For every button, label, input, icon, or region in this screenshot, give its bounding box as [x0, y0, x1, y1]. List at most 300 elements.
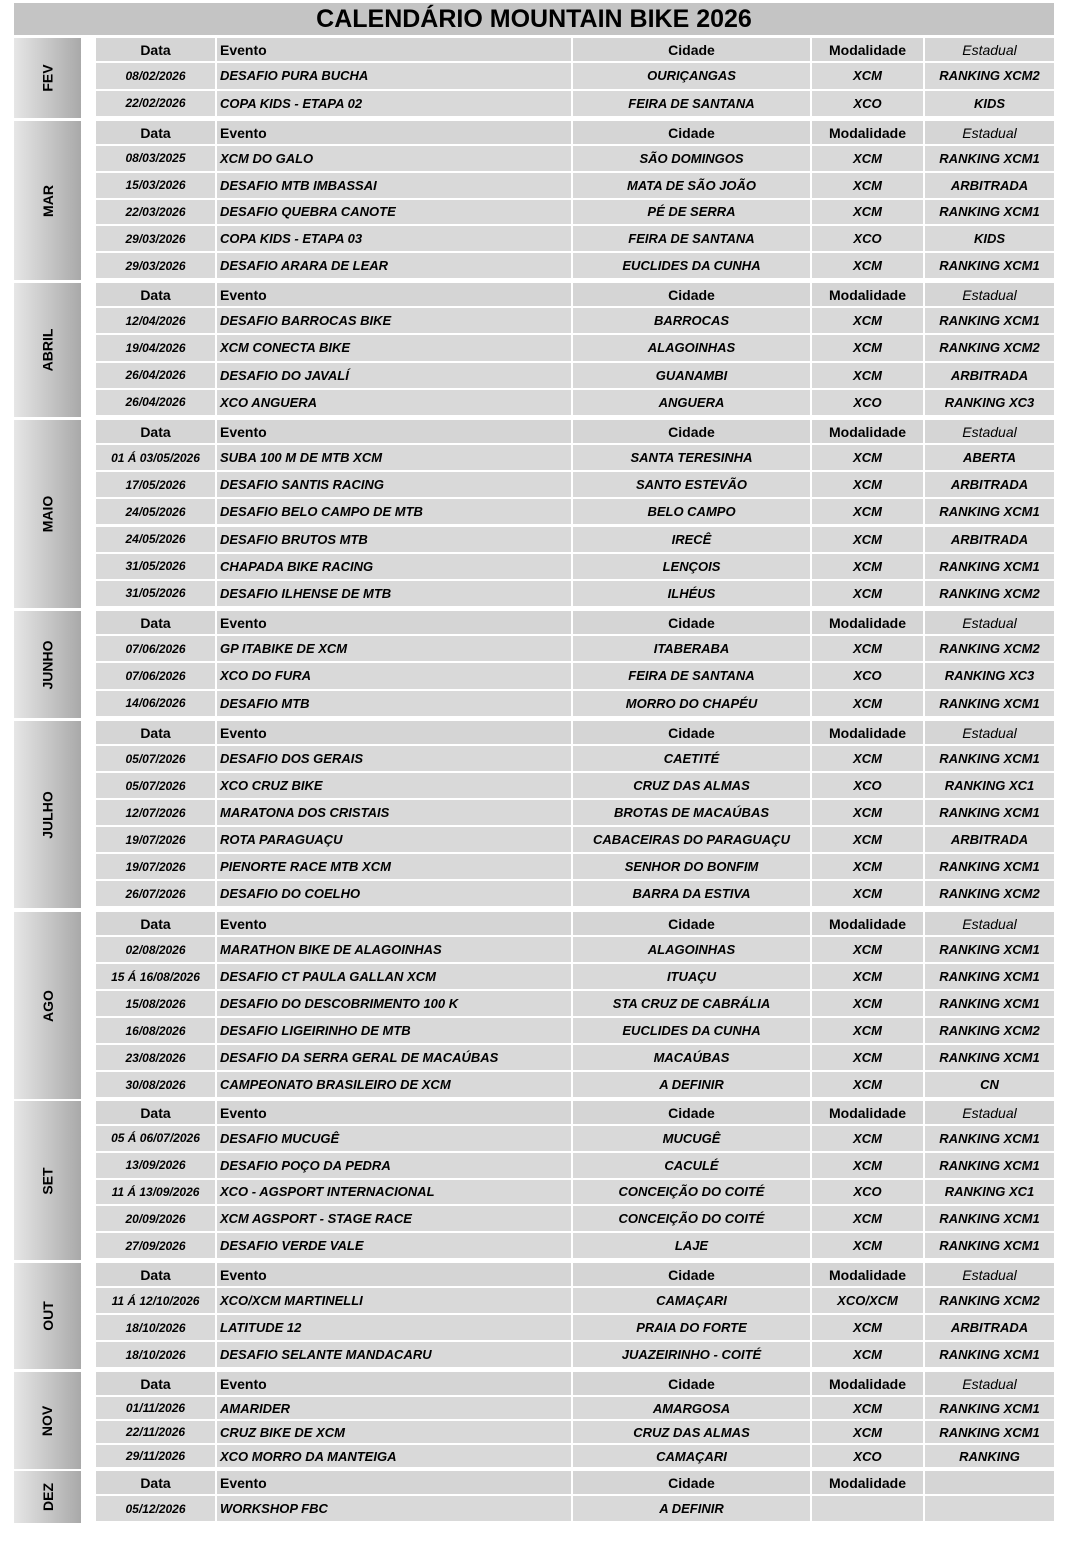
event-city: BELO CAMPO: [573, 499, 812, 526]
event-row: [96, 363, 1054, 390]
header-city: Cidade: [573, 1372, 812, 1397]
event-state: RANKING XCM2: [925, 881, 1054, 908]
event-state: KIDS: [925, 91, 1054, 119]
month-name: SET: [39, 1166, 56, 1195]
header-state: Estadual: [925, 912, 1054, 937]
event-modality: XCM: [812, 335, 925, 362]
event-modality: XCM: [812, 1233, 925, 1260]
event-state: RANKING XCM1: [925, 146, 1054, 173]
event-city: PÉ DE SERRA: [573, 200, 812, 227]
event-date: 24/05/2026: [96, 527, 217, 554]
event-state: RANKING XCM1: [925, 991, 1054, 1018]
event-modality: XCO: [812, 773, 925, 800]
event-city: A DEFINIR: [573, 1496, 812, 1523]
event-city: CONCEIÇÃO DO COITÉ: [573, 1206, 812, 1233]
header-city: Cidade: [573, 283, 812, 308]
event-date: 05/12/2026: [96, 1496, 217, 1523]
event-event: DESAFIO MTB: [217, 691, 573, 718]
month-label-mar: [14, 121, 81, 280]
header-row: [96, 1263, 1054, 1288]
event-state: RANKING XC1: [925, 1180, 1054, 1207]
event-modality: XCM: [812, 146, 925, 173]
event-event: DESAFIO PURA BUCHA: [217, 63, 573, 91]
event-event: DESAFIO LIGEIRINHO DE MTB: [217, 1018, 573, 1045]
event-date: 11 Á 13/09/2026: [96, 1180, 217, 1207]
month-name: OUT: [39, 1301, 56, 1331]
event-city: CRUZ DAS ALMAS: [573, 773, 812, 800]
header-state: Estadual: [925, 1101, 1054, 1126]
event-event: XCO/XCM MARTINELLI: [217, 1288, 573, 1315]
event-modality: XCM: [812, 636, 925, 663]
month-name: JUNHO: [39, 639, 56, 690]
month-name: JULHO: [39, 790, 56, 839]
header-event: Evento: [217, 1101, 573, 1126]
event-modality: XCM: [812, 363, 925, 390]
event-state: RANKING XCM1: [925, 1233, 1054, 1260]
event-row: [96, 390, 1054, 417]
event-event: XCM DO GALO: [217, 146, 573, 173]
event-row: [96, 636, 1054, 663]
event-state: RANKING XCM2: [925, 1288, 1054, 1315]
event-date: 22/02/2026: [96, 91, 217, 119]
event-modality: [812, 1496, 925, 1523]
event-state: RANKING XCM1: [925, 691, 1054, 718]
event-date: 29/11/2026: [96, 1445, 217, 1469]
event-row: [96, 200, 1054, 227]
header-date: Data: [96, 1101, 217, 1126]
header-state: Estadual: [925, 1263, 1054, 1288]
event-city: MACAÚBAS: [573, 1045, 812, 1072]
event-row: [96, 1342, 1054, 1369]
event-row: [96, 173, 1054, 200]
month-label-fev: [14, 38, 81, 118]
event-state: RANKING XCM1: [925, 1126, 1054, 1153]
event-event: DESAFIO VERDE VALE: [217, 1233, 573, 1260]
month-name: NOV: [39, 1405, 56, 1436]
event-event: PIENORTE RACE MTB XCM: [217, 854, 573, 881]
header-date: Data: [96, 420, 217, 445]
event-modality: XCM: [812, 854, 925, 881]
event-state: RANKING XCM2: [925, 636, 1054, 663]
event-event: XCO CRUZ BIKE: [217, 773, 573, 800]
event-date: 27/09/2026: [96, 1233, 217, 1260]
header-modality: Modalidade: [812, 38, 925, 63]
header-city: Cidade: [573, 912, 812, 937]
event-state: ARBITRADA: [925, 173, 1054, 200]
event-event: DESAFIO DO DESCOBRIMENTO 100 K: [217, 991, 573, 1018]
event-date: 01 Á 03/05/2026: [96, 445, 217, 472]
event-modality: XCM: [812, 308, 925, 335]
event-city: ITABERABA: [573, 636, 812, 663]
event-state: RANKING XCM1: [925, 253, 1054, 280]
event-row: [96, 472, 1054, 499]
event-modality: XCO: [812, 91, 925, 119]
event-modality: XCM: [812, 1397, 925, 1421]
event-event: DESAFIO BRUTOS MTB: [217, 527, 573, 554]
event-city: EUCLIDES DA CUNHA: [573, 253, 812, 280]
event-date: 02/08/2026: [96, 937, 217, 964]
event-city: LENÇOIS: [573, 554, 812, 581]
event-state: ARBITRADA: [925, 363, 1054, 390]
event-state: RANKING XCM1: [925, 1206, 1054, 1233]
event-modality: XCM: [812, 881, 925, 908]
event-row: [96, 63, 1054, 91]
event-state: [925, 1496, 1054, 1523]
event-state: RANKING XCM1: [925, 1153, 1054, 1180]
header-city: Cidade: [573, 611, 812, 636]
event-modality: XCO: [812, 226, 925, 253]
event-date: 01/11/2026: [96, 1397, 217, 1421]
event-row: [96, 1233, 1054, 1260]
event-event: ROTA PARAGUAÇU: [217, 827, 573, 854]
header-city: Cidade: [573, 721, 812, 746]
event-event: DESAFIO QUEBRA CANOTE: [217, 200, 573, 227]
event-row: [96, 800, 1054, 827]
event-event: DESAFIO MUCUGÊ: [217, 1126, 573, 1153]
header-date: Data: [96, 1263, 217, 1288]
event-row: [96, 1206, 1054, 1233]
event-state: KIDS: [925, 226, 1054, 253]
month-name: FEV: [39, 64, 56, 92]
event-event: DESAFIO CT PAULA GALLAN XCM: [217, 964, 573, 991]
event-state: ARBITRADA: [925, 472, 1054, 499]
event-row: [96, 1072, 1054, 1099]
month-label-maio: [14, 420, 81, 608]
event-modality: XCM: [812, 1315, 925, 1342]
event-modality: XCM: [812, 1421, 925, 1445]
event-modality: XCM: [812, 200, 925, 227]
event-event: DESAFIO BELO CAMPO DE MTB: [217, 499, 573, 526]
header-modality: Modalidade: [812, 611, 925, 636]
event-date: 26/04/2026: [96, 363, 217, 390]
event-city: SANTA TERESINHA: [573, 445, 812, 472]
event-state: RANKING XCM1: [925, 1397, 1054, 1421]
event-date: 07/06/2026: [96, 636, 217, 663]
event-row: [96, 146, 1054, 173]
header-event: Evento: [217, 1372, 573, 1397]
event-row: [96, 1496, 1054, 1523]
header-state: Estadual: [925, 420, 1054, 445]
event-modality: XCM: [812, 991, 925, 1018]
event-row: [96, 226, 1054, 253]
event-date: 29/03/2026: [96, 253, 217, 280]
event-modality: XCO: [812, 1445, 925, 1469]
event-state: RANKING XCM2: [925, 1018, 1054, 1045]
event-modality: XCM: [812, 445, 925, 472]
event-event: XCO ANGUERA: [217, 390, 573, 417]
header-modality: Modalidade: [812, 1471, 925, 1496]
event-row: [96, 308, 1054, 335]
header-event: Evento: [217, 611, 573, 636]
header-modality: Modalidade: [812, 121, 925, 146]
event-event: DESAFIO DO COELHO: [217, 881, 573, 908]
event-state: RANKING XCM1: [925, 964, 1054, 991]
month-name: MAIO: [39, 495, 56, 533]
event-event: DESAFIO BARROCAS BIKE: [217, 308, 573, 335]
event-row: [96, 746, 1054, 773]
event-row: [96, 1315, 1054, 1342]
header-row: [96, 611, 1054, 636]
event-event: DESAFIO DO JAVALÍ: [217, 363, 573, 390]
page-title: CALENDÁRIO MOUNTAIN BIKE 2026: [14, 3, 1054, 35]
event-city: ALAGOINHAS: [573, 937, 812, 964]
event-date: 18/10/2026: [96, 1342, 217, 1369]
event-date: 31/05/2026: [96, 581, 217, 608]
event-date: 15/08/2026: [96, 991, 217, 1018]
event-date: 30/08/2026: [96, 1072, 217, 1099]
event-date: 22/03/2026: [96, 200, 217, 227]
header-event: Evento: [217, 38, 573, 63]
event-date: 22/11/2026: [96, 1421, 217, 1445]
event-row: [96, 91, 1054, 119]
event-event: XCM CONECTA BIKE: [217, 335, 573, 362]
event-row: [96, 827, 1054, 854]
event-city: MATA DE SÃO JOÃO: [573, 173, 812, 200]
event-state: RANKING XCM1: [925, 308, 1054, 335]
event-state: RANKING: [925, 1445, 1054, 1469]
event-event: DESAFIO SELANTE MANDACARU: [217, 1342, 573, 1369]
event-event: DESAFIO ARARA DE LEAR: [217, 253, 573, 280]
event-modality: XCM: [812, 1072, 925, 1099]
event-date: 14/06/2026: [96, 691, 217, 718]
event-state: ABERTA: [925, 445, 1054, 472]
event-row: [96, 1445, 1054, 1469]
header-state: [925, 1471, 1054, 1496]
event-modality: XCM: [812, 746, 925, 773]
month-label-abril: [14, 283, 81, 417]
event-date: 19/04/2026: [96, 335, 217, 362]
event-city: CAMAÇARI: [573, 1288, 812, 1315]
event-event: DESAFIO ILHENSE DE MTB: [217, 581, 573, 608]
event-state: ARBITRADA: [925, 527, 1054, 554]
event-row: [96, 1018, 1054, 1045]
event-city: CABACEIRAS DO PARAGUAÇU: [573, 827, 812, 854]
event-row: [96, 335, 1054, 362]
header-event: Evento: [217, 912, 573, 937]
header-row: [96, 912, 1054, 937]
event-state: CN: [925, 1072, 1054, 1099]
event-date: 18/10/2026: [96, 1315, 217, 1342]
event-date: 29/03/2026: [96, 226, 217, 253]
event-event: CAMPEONATO BRASILEIRO DE XCM: [217, 1072, 573, 1099]
event-event: SUBA 100 M DE MTB XCM: [217, 445, 573, 472]
event-city: GUANAMBI: [573, 363, 812, 390]
event-date: 07/06/2026: [96, 663, 217, 690]
header-row: [96, 721, 1054, 746]
event-modality: XCM: [812, 827, 925, 854]
header-modality: Modalidade: [812, 912, 925, 937]
event-state: RANKING XCM2: [925, 581, 1054, 608]
event-city: CAETITÉ: [573, 746, 812, 773]
event-event: MARATHON BIKE DE ALAGOINHAS: [217, 937, 573, 964]
event-city: EUCLIDES DA CUNHA: [573, 1018, 812, 1045]
event-modality: XCM: [812, 800, 925, 827]
event-row: [96, 773, 1054, 800]
event-city: SENHOR DO BONFIM: [573, 854, 812, 881]
event-city: SÃO DOMINGOS: [573, 146, 812, 173]
event-modality: XCM: [812, 499, 925, 526]
event-event: XCO - AGSPORT INTERNACIONAL: [217, 1180, 573, 1207]
header-city: Cidade: [573, 38, 812, 63]
event-row: [96, 581, 1054, 608]
header-state: Estadual: [925, 121, 1054, 146]
header-event: Evento: [217, 420, 573, 445]
event-modality: XCM: [812, 691, 925, 718]
event-event: XCO MORRO DA MANTEIGA: [217, 1445, 573, 1469]
header-city: Cidade: [573, 121, 812, 146]
event-row: [96, 881, 1054, 908]
header-row: [96, 1372, 1054, 1397]
event-city: FEIRA DE SANTANA: [573, 226, 812, 253]
header-date: Data: [96, 1372, 217, 1397]
event-row: [96, 937, 1054, 964]
month-name: ABRIL: [39, 328, 56, 372]
event-city: AMARGOSA: [573, 1397, 812, 1421]
header-city: Cidade: [573, 1101, 812, 1126]
event-modality: XCO: [812, 1180, 925, 1207]
header-row: [96, 38, 1054, 63]
header-city: Cidade: [573, 420, 812, 445]
event-city: BARRA DA ESTIVA: [573, 881, 812, 908]
event-modality: XCM: [812, 253, 925, 280]
header-city: Cidade: [573, 1263, 812, 1288]
event-event: DESAFIO MTB IMBASSAI: [217, 173, 573, 200]
event-row: [96, 445, 1054, 472]
event-event: WORKSHOP FBC: [217, 1496, 573, 1523]
month-label-julho: [14, 721, 81, 908]
event-modality: XCM: [812, 1342, 925, 1369]
event-city: LAJE: [573, 1233, 812, 1260]
event-row: [96, 964, 1054, 991]
event-event: DESAFIO POÇO DA PEDRA: [217, 1153, 573, 1180]
event-city: CAMAÇARI: [573, 1445, 812, 1469]
header-modality: Modalidade: [812, 1101, 925, 1126]
event-date: 08/02/2026: [96, 63, 217, 91]
event-state: RANKING XCM1: [925, 554, 1054, 581]
event-event: COPA KIDS - ETAPA 02: [217, 91, 573, 119]
header-city: Cidade: [573, 1471, 812, 1496]
header-state: Estadual: [925, 283, 1054, 308]
event-state: RANKING XCM2: [925, 335, 1054, 362]
event-state: RANKING XCM1: [925, 854, 1054, 881]
event-event: XCM AGSPORT - STAGE RACE: [217, 1206, 573, 1233]
event-event: GP ITABIKE DE XCM: [217, 636, 573, 663]
event-state: RANKING XCM1: [925, 1045, 1054, 1072]
event-date: 05/07/2026: [96, 746, 217, 773]
header-modality: Modalidade: [812, 283, 925, 308]
event-state: RANKING XCM1: [925, 499, 1054, 526]
header-modality: Modalidade: [812, 420, 925, 445]
event-city: CACULÉ: [573, 1153, 812, 1180]
event-date: 11 Á 12/10/2026: [96, 1288, 217, 1315]
event-state: RANKING XC3: [925, 390, 1054, 417]
header-row: [96, 283, 1054, 308]
event-modality: XCO/XCM: [812, 1288, 925, 1315]
event-date: 16/08/2026: [96, 1018, 217, 1045]
event-row: [96, 991, 1054, 1018]
header-date: Data: [96, 912, 217, 937]
event-city: PRAIA DO FORTE: [573, 1315, 812, 1342]
header-state: Estadual: [925, 611, 1054, 636]
event-modality: XCO: [812, 390, 925, 417]
event-row: [96, 663, 1054, 690]
header-row: [96, 121, 1054, 146]
event-city: ALAGOINHAS: [573, 335, 812, 362]
event-row: [96, 1421, 1054, 1445]
event-event: MARATONA DOS CRISTAIS: [217, 800, 573, 827]
event-city: MORRO DO CHAPÉU: [573, 691, 812, 718]
event-date: 12/04/2026: [96, 308, 217, 335]
header-row: [96, 1471, 1054, 1496]
header-row: [96, 1101, 1054, 1126]
header-state: Estadual: [925, 721, 1054, 746]
event-modality: XCO: [812, 663, 925, 690]
event-modality: XCM: [812, 1045, 925, 1072]
header-date: Data: [96, 721, 217, 746]
event-city: BROTAS DE MACAÚBAS: [573, 800, 812, 827]
event-modality: XCM: [812, 964, 925, 991]
header-modality: Modalidade: [812, 1372, 925, 1397]
event-city: A DEFINIR: [573, 1072, 812, 1099]
event-row: [96, 691, 1054, 718]
event-modality: XCM: [812, 1153, 925, 1180]
header-date: Data: [96, 611, 217, 636]
month-label-out: [14, 1263, 81, 1369]
event-date: 26/04/2026: [96, 390, 217, 417]
event-event: XCO DO FURA: [217, 663, 573, 690]
event-row: [96, 1153, 1054, 1180]
event-row: [96, 527, 1054, 554]
header-state: Estadual: [925, 1372, 1054, 1397]
event-state: RANKING XC3: [925, 663, 1054, 690]
event-modality: XCM: [812, 1126, 925, 1153]
event-city: ITUAÇU: [573, 964, 812, 991]
event-state: ARBITRADA: [925, 827, 1054, 854]
event-date: 13/09/2026: [96, 1153, 217, 1180]
event-event: DESAFIO DOS GERAIS: [217, 746, 573, 773]
event-event: CRUZ BIKE DE XCM: [217, 1421, 573, 1445]
event-row: [96, 253, 1054, 280]
event-date: 12/07/2026: [96, 800, 217, 827]
event-state: RANKING XCM1: [925, 746, 1054, 773]
event-city: JUAZEIRINHO - COITÉ: [573, 1342, 812, 1369]
event-modality: XCM: [812, 937, 925, 964]
event-city: CONCEIÇÃO DO COITÉ: [573, 1180, 812, 1207]
event-date: 26/07/2026: [96, 881, 217, 908]
event-modality: XCM: [812, 63, 925, 91]
month-label-nov: [14, 1372, 81, 1469]
event-row: [96, 1045, 1054, 1072]
month-label-ago: [14, 912, 81, 1099]
header-row: [96, 420, 1054, 445]
event-event: AMARIDER: [217, 1397, 573, 1421]
header-event: Evento: [217, 721, 573, 746]
month-label-set: [14, 1101, 81, 1260]
event-date: 17/05/2026: [96, 472, 217, 499]
event-city: ILHÉUS: [573, 581, 812, 608]
month-label-junho: [14, 611, 81, 718]
header-event: Evento: [217, 1263, 573, 1288]
event-date: 20/09/2026: [96, 1206, 217, 1233]
event-modality: XCM: [812, 472, 925, 499]
event-state: RANKING XCM2: [925, 63, 1054, 91]
event-city: BARROCAS: [573, 308, 812, 335]
event-state: RANKING XCM1: [925, 1342, 1054, 1369]
event-row: [96, 1288, 1054, 1315]
event-date: 31/05/2026: [96, 554, 217, 581]
event-city: FEIRA DE SANTANA: [573, 663, 812, 690]
header-event: Evento: [217, 121, 573, 146]
